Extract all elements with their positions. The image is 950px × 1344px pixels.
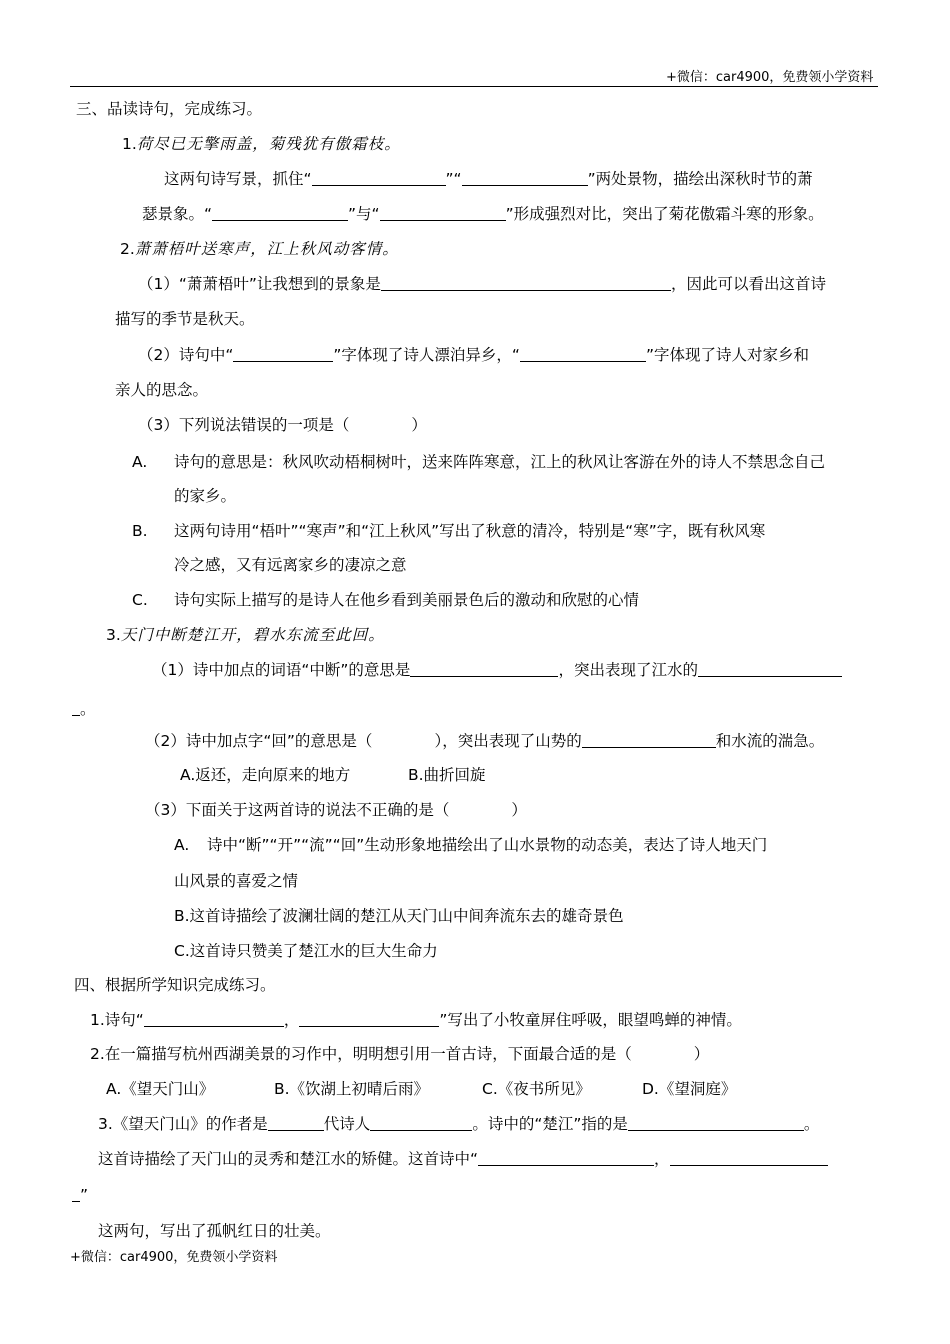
text: 瑟景象。“ [142, 205, 213, 223]
s4-q1-line [90, 1009, 742, 1031]
s4-q2-line [90, 1043, 709, 1065]
q2-option-a-line-1: 诗句的意思是：秋风吹动梧桐树叶，送来阵阵寒意，江上的秋风让客游在外的诗人不禁思念自己 [174, 453, 826, 471]
q2-p1-line-1 [138, 273, 826, 295]
q2-option-b-line-1: 这两句诗用“梧叶”“寒声”和“江上秋风”写出了秋意的清冷，特别是“寒”字，既有秋风寒 [174, 522, 766, 540]
blank-input[interactable] [380, 205, 506, 221]
q3-option-a-line-1: 诗中“断”“开”“流”“回”生动形象地描绘出了山水景物的动态美，表达了诗人地天门 [207, 836, 768, 854]
text: ） [511, 801, 527, 819]
q2-option-b-line-2: 冷之感，又有远离家乡的凄凉之意 [174, 556, 407, 574]
text: ， [654, 1150, 670, 1168]
text: 2.在一篇描写杭州西湖美景的习作中，明明想引用一首古诗，下面最合适的是（ [90, 1045, 632, 1063]
text: ”写出了小牧童屏住呼吸，眼望鸣蝉的神情。 [439, 1011, 742, 1029]
s4-q2-option-d: D.《望洞庭》 [642, 1080, 737, 1098]
blank-input[interactable] [72, 1186, 80, 1202]
blank-input[interactable] [698, 661, 842, 677]
blank-input[interactable] [299, 1011, 439, 1027]
q3-option-a-label: A. [174, 836, 190, 854]
q1-line-2 [142, 203, 824, 225]
q1-poem: 荷尽已无擎雨盖，菊残犹有傲霜枝。 [136, 135, 401, 153]
s4-q3-line-2 [98, 1148, 828, 1170]
blank-input[interactable] [268, 1115, 324, 1131]
text: ”字体现了诗人漂泊异乡，“ [333, 346, 520, 364]
text: ” [80, 1186, 89, 1204]
q2-option-c-label: C. [132, 591, 148, 609]
q1-poem-line [122, 133, 401, 155]
blank-input[interactable] [410, 661, 558, 677]
text: 代诗人 [323, 1115, 371, 1133]
q3-option-a-line-2: 山风景的喜爱之情 [174, 872, 299, 890]
text: ”“ [445, 170, 462, 188]
section-3-title: 三、品读诗句，完成练习。 [76, 100, 263, 118]
q3-p2-option-a: A.返还，走向原来的地方 [180, 766, 351, 784]
blank-input[interactable] [370, 1115, 472, 1131]
text: ”字体现了诗人对家乡和 [645, 346, 809, 364]
text: ），突出表现了山势的 [434, 732, 582, 750]
text: ， [283, 1011, 300, 1029]
text: （3）下面关于这两首诗的说法不正确的是（ [145, 801, 450, 819]
blank-input[interactable] [628, 1115, 804, 1131]
text: （3）下列说法错误的一项是（ [138, 416, 350, 434]
q2-poem-line [120, 238, 399, 260]
text: ，因此可以看出这首诗 [670, 275, 826, 293]
q3-option-c: C.这首诗只赞美了楚江水的巨大生命力 [174, 942, 438, 960]
text: ） [693, 1045, 710, 1063]
blank-input[interactable] [144, 1011, 284, 1027]
text: 3.《望天门山》的作者是 [98, 1115, 268, 1133]
s4-q3-line-1 [98, 1113, 819, 1135]
q2-number: 2. [120, 240, 135, 258]
page-header: +微信：car4900，免费领小学资料 [666, 70, 874, 85]
text: （1）“萧萧梧叶”让我想到的景象是 [138, 275, 381, 293]
header-rule [70, 86, 878, 87]
q2-option-b-label: B. [132, 522, 148, 540]
text: 。 [803, 1115, 820, 1133]
blank-input[interactable] [381, 275, 671, 291]
q2-option-a-line-2: 的家乡。 [174, 487, 237, 505]
blank-input[interactable] [520, 346, 646, 362]
blank-input[interactable] [462, 170, 588, 186]
text: ”形成强烈对比，突出了菊花傲霜斗寒的形象。 [505, 205, 824, 223]
blank-input[interactable] [582, 732, 716, 748]
text: 和水流的湍急。 [715, 732, 825, 750]
s4-q2-option-a: A.《望天门山》 [106, 1080, 215, 1098]
text: ”两处景物，描绘出深秋时节的萧 [587, 170, 813, 188]
section-4-title: 四、根据所学知识完成练习。 [74, 976, 276, 994]
q3-p3-line [145, 799, 527, 821]
blank-input[interactable] [670, 1150, 828, 1166]
text: （2）诗中加点字“回”的意思是（ [145, 732, 373, 750]
text: ，突出表现了江水的 [558, 661, 698, 679]
q3-option-b: B.这首诗描绘了波澜壮阔的楚江从天门山中间奔流东去的雄奇景色 [174, 907, 624, 925]
q3-number: 3. [106, 626, 121, 644]
q2-p2-line-2: 亲人的思念。 [115, 381, 209, 399]
text: 。 [80, 700, 96, 718]
q3-poem-line [106, 624, 385, 646]
text: （1）诗中加点的词语“中断”的意思是 [152, 661, 411, 679]
text: ”与“ [348, 205, 380, 223]
q2-poem: 萧萧梧叶送寒声，江上秋风动客情。 [134, 240, 399, 258]
text: ） [411, 416, 427, 434]
q2-option-a-label: A. [132, 453, 148, 471]
q3-p2-line [145, 730, 824, 752]
text: 这两句诗写景，抓住“ [164, 170, 312, 188]
blank-input[interactable] [233, 346, 333, 362]
s4-q2-option-b: B.《饮湖上初晴后雨》 [274, 1080, 430, 1098]
s4-q3-line-4: 这两句，写出了孤帆红日的壮美。 [98, 1222, 331, 1240]
q3-p2-option-b: B.曲折回旋 [408, 766, 486, 784]
q3-poem: 天门中断楚江开，碧水东流至此回。 [120, 626, 385, 644]
text: 。诗中的“楚江”指的是 [472, 1115, 628, 1133]
text: （2）诗句中“ [138, 346, 234, 364]
q2-option-c-line-1: 诗句实际上描写的是诗人在他乡看到美丽景色后的激动和欣慰的心情 [174, 591, 640, 609]
blank-input[interactable] [312, 170, 446, 186]
q1-number: 1. [122, 135, 137, 153]
q3-p1-line-1 [152, 659, 842, 681]
q1-line-1 [164, 168, 813, 190]
q2-p2-line-1 [138, 344, 809, 366]
page-footer: +微信：car4900，免费领小学资料 [70, 1250, 278, 1265]
q3-p1-line-2 [72, 698, 96, 720]
blank-input[interactable] [212, 205, 348, 221]
text: 这首诗描绘了天门山的灵秀和楚江水的矫健。这首诗中“ [98, 1150, 479, 1168]
s4-q2-option-c: C.《夜书所见》 [482, 1080, 591, 1098]
s4-q3-line-3 [72, 1184, 88, 1206]
q2-p3-line [138, 414, 427, 436]
blank-input[interactable] [72, 700, 80, 716]
text: 1.诗句“ [90, 1011, 144, 1029]
blank-input[interactable] [478, 1150, 654, 1166]
q2-p1-line-2: 描写的季节是秋天。 [115, 310, 255, 328]
